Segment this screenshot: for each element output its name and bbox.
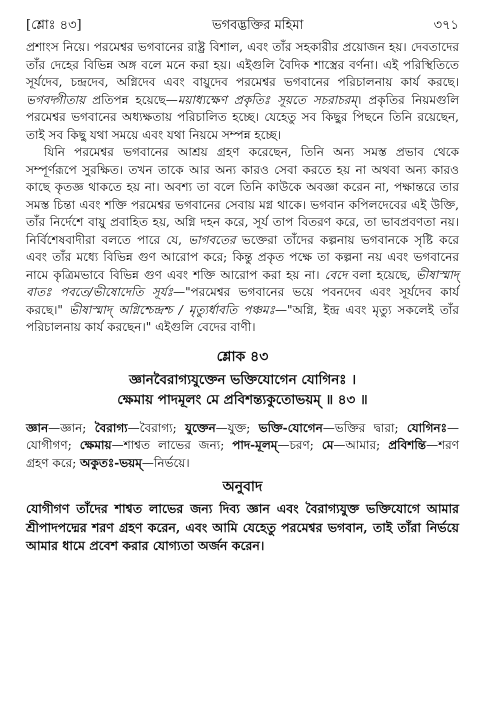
synonym-meaning: শরণ গ্রহণ করে <box>26 438 460 470</box>
paragraph-text: । প্রকৃতির নিয়মগুলি পরমেশ্বর ভগবানের অধ্যক্ষতায় পরিচালিত হচ্ছে। যেহেতু সব কিছুর পিছনে তিনি রয়েছেন, তাই সব কিছু যথা সময়ে এবং যথা নিয়মে সম্পন্ন হচ্ছে। <box>26 92 460 142</box>
verse-heading: শ্লোক ৪৩ <box>216 348 269 365</box>
italic-quote-text: ভীষাস্মাদ্ অগ্নিশ্চেন্দ্রশ্চ / মৃত্যুর্ধাবতি পঞ্চমঃ <box>68 302 275 317</box>
synonym-meaning: যোগীগণ <box>26 438 68 452</box>
synonym-meaning: চরণ <box>289 438 310 452</box>
verse-line: ক্ষেমায় পাদমূলং মে প্রবিশন্ত্যকুতোভয়ম্ ॥ ৪৩ ॥ <box>117 391 368 408</box>
chapter-title: ভগবদ্ভক্তির মহিমা <box>211 18 304 33</box>
italic-quote-text: ভাগবতের <box>188 232 236 247</box>
synonym-meaning: নির্ভয়ে <box>153 455 186 470</box>
translation-heading: অনুবাদ <box>222 479 263 495</box>
synonym-term: মে <box>321 438 334 452</box>
italic-quote-text: বেদে <box>324 267 348 282</box>
italic-quote-text: ভগবদ্গীতায় <box>26 92 86 107</box>
paragraph-text: —"পরমেশ্বর ভগবানের ভয়ে পবনদেব এবং সূর্যদেব কার্য করছে।" <box>26 285 460 317</box>
synonym-meaning: বৈরাগ্য <box>139 420 173 435</box>
translation-text: যোগীগণ তাঁদের শাশ্বত লাভের জন্য দিব্য জ্ঞান এবং বৈরাগ্যযুক্ত ভক্তিযোগে আমার শ্রীপাদপদ্মের শরণ গ্রহণ করেন, এবং আমি যেহেতু পরমেশ্বর ভগবান, তাই তাঁরা নির্ভয়ে আমার ধামে প্রবেশ করার যোগ্যতা অর্জন করেন। <box>26 501 459 553</box>
synonym-meaning: শাশ্বত লাভের জন্য <box>123 438 221 452</box>
synonym-meaning: আমার <box>345 438 377 452</box>
paragraph-text: যিনি পরমেশ্বর ভগবানের আশ্রয় গ্রহণ করেছেন, তিনি অন্য সমস্ত প্রভাব থেকে সম্পূর্ণরূপে সুরক্ষিত। তখন তাকে আর অন্য কারও সেবা করতে হয় না অথবা অন্য কারও কাছে কৃতজ্ঞ থাকতে হয় না। অবশ্য তা বলে তিনি কাউকে অবজ্ঞা করেন না, পক্ষান্তরে তার সমস্ত চিন্তা এবং শক্তি পরমেশ্বর ভগবানের সেবায় মগ্ন থাকে। ভগবান কপিলদেবের এই উক্তি, তাঁর নির্দেশে বায়ু প্রবাহিত হয়, অগ্নি দহন করে, সূর্য তাপ বিতরণ করে, তা ভাবপ্রবণতা নয়। নির্বিশেষবাদীরা বলতে পারে যে, <box>26 145 459 247</box>
synonym-term: অকুতঃ-ভয়ম্ <box>80 455 142 470</box>
synonym-term: যুক্তেন <box>185 420 216 435</box>
synonym-term: ভক্তি-যোগেন <box>258 420 323 435</box>
paragraph-text: বলা হয়েছে, <box>347 267 416 282</box>
purport-paragraph <box>26 144 459 337</box>
synonym-term: পাদ-মূলম্ <box>232 438 278 452</box>
synonym-term: প্রবিশন্তি <box>388 438 427 452</box>
synonym-meaning: জ্ঞান <box>60 420 83 435</box>
paragraph-text: ভক্তেরা তাঁদের কল্পনায় ভগবানকে সৃষ্টি করে এবং তাঁর মধ্যে বিভিন্ন গুণ আরোপ করে; কিন্তু প্রকৃত পক্ষে তা কল্পনা নয় এবং ভগবানের নামে কৃত্রিমভাবে বিভিন্ন গুণ এবং শক্তি আরোপ করা হয় না। <box>26 232 459 282</box>
synonym-term: যোগিনঃ <box>406 420 447 435</box>
word-for-word-synonyms: জ্ঞান—জ্ঞান; বৈরাগ্য—বৈরাগ্য; যুক্তেন—যুক্ত; ভক্তি-যোগেন—ভক্তির দ্বারা; যোগিনঃ—যোগীগণ; ক্ষেমায়—শাশ্বত লাভের জন্য; পাদ-মূলম্—চরণ; মে—আমার; প্রবিশন্তি—শরণ গ্রহণ করে; অকুতঃ-ভয়ম্—নির্ভয়ে। <box>26 420 460 470</box>
synonym-term: বৈরাগ্য <box>94 420 128 435</box>
paragraph-text: প্রশাংস নিয়ে। পরমেশ্বর ভগবানের রাষ্ট্র বিশাল, এবং তাঁর সহকারীর প্রয়োজন হয়। দেবতাদের তাঁর দেহের বিভিন্ন অঙ্গ বলে মনে করা হয়। এইগুলি বৈদিক শাস্ত্রের বর্ণনা। এই পরিস্থিতিতে সূর্যদেব, চন্দ্রদেব, অগ্নিদেব এবং বায়ুদেব পরমেশ্বর ভগবানের পরিচালনায় কার্য করছে। <box>26 40 459 89</box>
page-number: ৩৭১ <box>433 18 459 33</box>
verse-line: জ্ঞানবৈরাগ্যযুক্তেন ভক্তিযোগেন যোগিনঃ । <box>128 371 357 388</box>
purport-paragraph <box>26 39 459 144</box>
synonym-term: জ্ঞান <box>26 420 49 435</box>
italic-quote-text: ময়াধ্যক্ষেণ প্রকৃতিঃ সূয়তে সচরাচরম্ <box>177 92 358 107</box>
italic-quote-text: ভীষাস্মাদ্ বাতঃ পবতে/ভীষোদেতি সূর্যঃ <box>26 267 459 299</box>
synonym-term: ক্ষেমায় <box>79 438 112 452</box>
paragraph-text: —"অগ্নি, ইন্দ্র এবং মৃত্যু সকলেই তাঁর পরিচালনায় কার্য করছেন।" এইগুলি বেদের বাণী। <box>26 302 459 334</box>
page-header <box>26 18 459 34</box>
paragraph-text: প্রতিপন্ন হয়েছে— <box>85 92 178 107</box>
synonym-meaning: যুক্ত <box>227 420 247 435</box>
synonym-meaning: ভক্তির দ্বারা <box>334 420 395 435</box>
verse-reference: [শ্লোঃ ৪৩] <box>26 18 82 33</box>
